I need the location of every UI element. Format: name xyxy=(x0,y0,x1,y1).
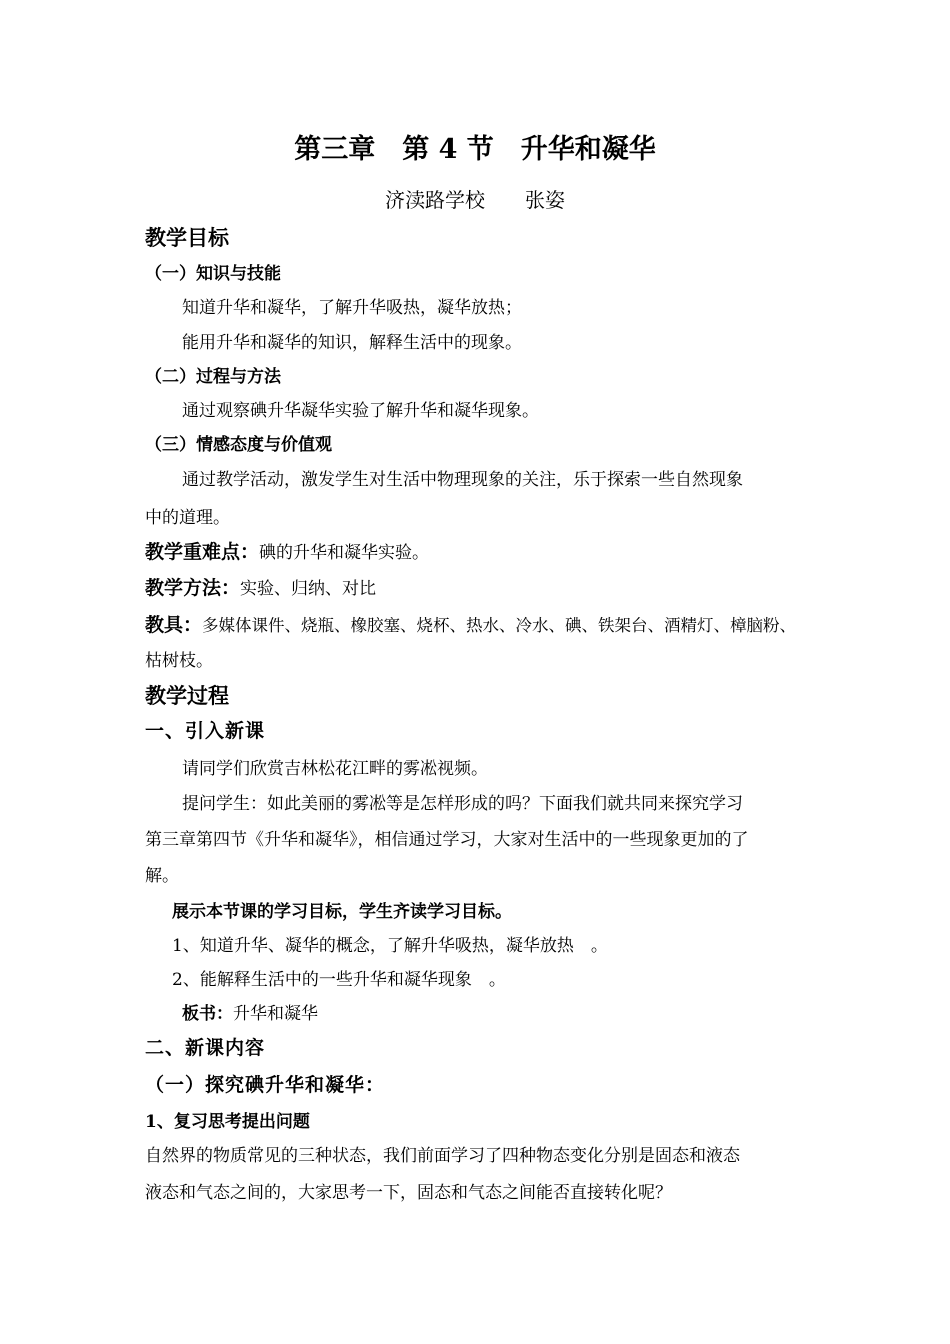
knowledge-heading: （一）知识与技能 xyxy=(145,264,281,284)
goal-item: 1、知道升华、凝华的概念，了解升华吸热，凝华放热 。 xyxy=(172,936,608,956)
goal-item: 2、能解释生活中的一些升华和凝华现象 。 xyxy=(172,970,506,990)
tools-text: 多媒体课件、烧瓶、橡胶塞、烧杯、热水、冷水、碘、铁架台、酒精灯、樟脑粉、 xyxy=(202,616,797,635)
section1-heading: 一、引入新课 xyxy=(145,720,266,742)
methods-text: 实验、归纳、对比 xyxy=(240,579,377,599)
section1-line: 请同学们欣赏吉林松花江畔的雾凇视频。 xyxy=(182,759,488,779)
tools-label: 教具： xyxy=(145,614,203,636)
board-text: 升华和凝华 xyxy=(233,1004,318,1024)
section2-line: 液态和气态之间的，大家思考一下，固态和气态之间能否直接转化呢？ xyxy=(145,1183,672,1203)
step1-heading: 1、复习思考提出问题 xyxy=(145,1112,310,1132)
section1-line: 第三章第四节《升华和凝华》，相信通过学习，大家对生活中的一些现象更加的了 xyxy=(145,830,749,850)
show-goals-line: 展示本节课的学习目标，学生齐读学习目标。 xyxy=(172,902,512,922)
author-line: 济渎路学校 张姿 xyxy=(385,188,565,212)
process-method-line: 通过观察碘升华凝华实验了解升华和凝华现象。 xyxy=(182,401,539,421)
tools-line xyxy=(145,613,796,638)
board-label: 板书： xyxy=(182,1004,233,1024)
emotion-heading: （三）情感态度与价值观 xyxy=(145,435,332,455)
process-heading: 教学过程 xyxy=(145,683,229,708)
tools-line-2: 枯树枝。 xyxy=(145,651,213,671)
section2-heading: 二、新课内容 xyxy=(145,1037,266,1059)
keypoints-label: 教学重难点： xyxy=(145,541,260,563)
section1-line: 提问学生：如此美丽的雾凇等是怎样形成的吗？下面我们就共同来探究学习 xyxy=(182,794,743,814)
methods-line xyxy=(145,576,376,601)
knowledge-line: 知道升华和凝华，了解升华吸热，凝华放热； xyxy=(182,298,522,318)
emotion-line: 通过教学活动，激发学生对生活中物理现象的关注，乐于探索一些自然现象 xyxy=(182,470,743,490)
keypoints-text: 碘的升华和凝华实验。 xyxy=(259,543,430,563)
knowledge-line: 能用升华和凝华的知识，解释生活中的现象。 xyxy=(182,333,522,353)
process-method-heading: （二）过程与方法 xyxy=(145,367,281,387)
keypoints-line xyxy=(145,540,429,565)
methods-label: 教学方法： xyxy=(145,577,241,599)
section1-line: 解。 xyxy=(145,866,179,886)
document-title: 第三章 第 4 节 升华和凝华 xyxy=(294,134,656,165)
board-line xyxy=(182,1002,318,1026)
goals-heading: 教学目标 xyxy=(145,225,229,250)
section2-sub-heading: （一）探究碘升华和凝华： xyxy=(145,1074,386,1096)
section2-line: 自然界的物质常见的三种状态，我们前面学习了四种物态变化分别是固态和液态 xyxy=(145,1146,740,1166)
emotion-line: 中的道理。 xyxy=(145,508,230,528)
